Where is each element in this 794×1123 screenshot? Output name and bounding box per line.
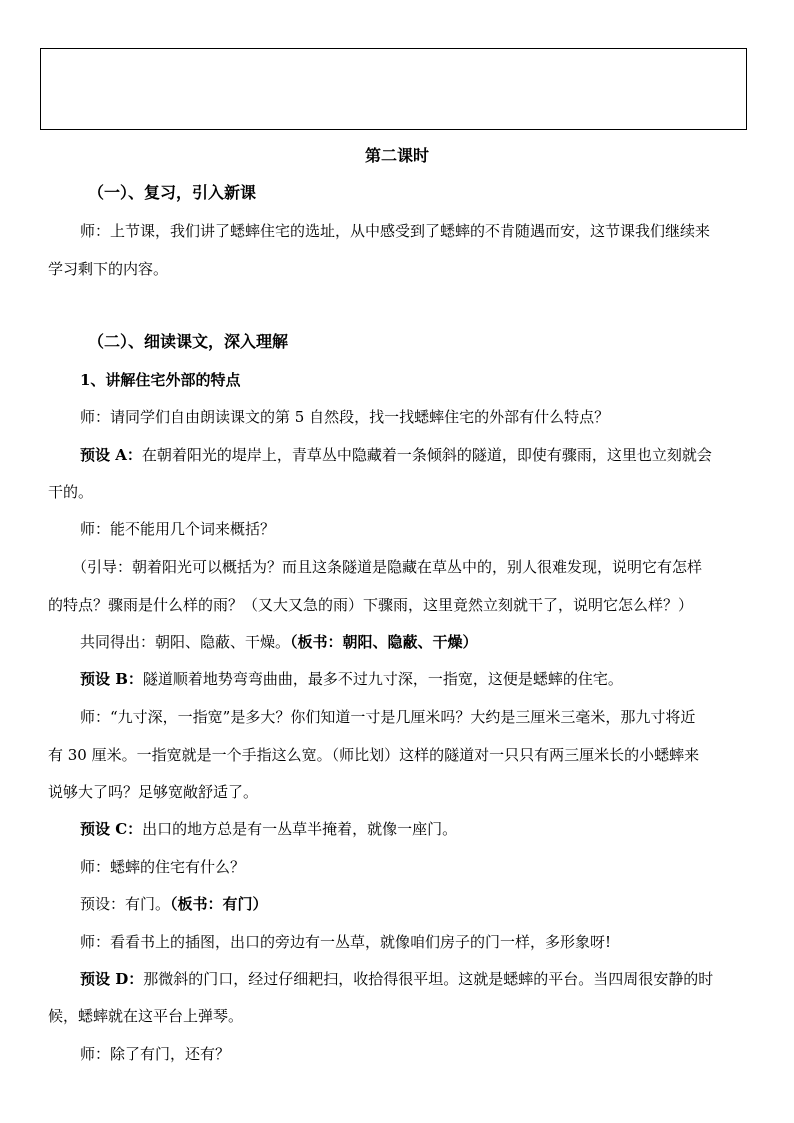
conclusion-text: 共同得出：朝阳、隐蔽、干燥。 [80, 633, 291, 651]
paragraph-line: 师：上节课，我们讲了蟋蟀住宅的选址，从中感受到了蟋蟀的不肯随遇而安，这节课我们继续来 [80, 222, 711, 240]
paragraph-line: 师：“九寸深，一指宽”是多大？你们知道一寸是几厘米吗？大约是三厘米三毫米，那九寸将近 [80, 708, 696, 726]
preset-line [80, 894, 754, 914]
paragraph-line: 师：除了有门，还有？ [80, 1045, 231, 1063]
paragraph-line: 干的。 [48, 483, 94, 501]
paragraph-line: 师：能不能用几个词来概括？ [80, 520, 276, 538]
paragraph-line: 师：请同学们自由朗读课文的第 5 自然段，找一找蟋蟀住宅的外部有什么特点？ [80, 408, 610, 426]
preset-a-label: 预设 A： [80, 446, 142, 464]
paragraph-line: 师：看看书上的插图，出口的旁边有一丛草，就像咱们房子的门一样，多形象呀! [80, 933, 612, 951]
board-note: （板书：有门） [170, 895, 268, 913]
paragraph-line: 学习剩下的内容。 [48, 260, 169, 278]
preset-b-line [80, 669, 754, 689]
preset-c-label: 预设 C： [80, 820, 143, 838]
preset-b-text: 隧道顺着地势弯弯曲曲，最多不过九寸深，一指宽，这便是蟋蟀的住宅。 [142, 670, 623, 688]
section1-heading: （一）、复习，引入新课 [88, 183, 257, 202]
preset-d-text: 那微斜的门口，经过仔细耙扫，收拾得很平坦。这就是蟋蟀的平台。当四周很安静的时 [143, 970, 714, 988]
empty-header-box [40, 48, 747, 130]
paragraph-line: 师：蟋蟀的住宅有什么？ [80, 858, 246, 876]
paragraph-line: 的特点？骤雨是什么样的雨？（又大又急的雨）下骤雨，这里竟然立刻就干了，说明它怎么样？） [48, 596, 694, 614]
preset-b-label: 预设 B： [80, 670, 143, 688]
paragraph-line: 候，蟋蟀就在这平台上弹琴。 [48, 1007, 244, 1025]
conclusion-line [80, 632, 754, 652]
paragraph-line: 有 30 厘米。一指宽就是一个手指这么宽。（师比划）这样的隧道对一只只有两三厘米长的小蟋蟀来 [48, 746, 700, 764]
paragraph-line: （引导：朝着阳光可以概括为？而且这条隧道是隐藏在草丛中的，别人很难发现，说明它有怎样 [72, 558, 703, 576]
page-title: 第二课时 [364, 146, 429, 165]
preset-c-text: 出口的地方总是有一丛草半掩着，就像一座门。 [142, 820, 458, 838]
paragraph-line: 说够大了吗？足够宽敞舒适了。 [48, 783, 259, 801]
board-note: （板书：朝阳、隐蔽、干燥） [290, 633, 478, 651]
preset-a-text: 在朝着阳光的堤岸上，青草丛中隐藏着一条倾斜的隧道，即使有骤雨，这里也立刻就会 [141, 446, 712, 464]
subsection-heading: 1、讲解住宅外部的特点 [80, 371, 241, 389]
preset-d-line [80, 969, 754, 989]
section2-heading: （二）、细读课文，深入理解 [88, 332, 289, 351]
preset-a-line [80, 445, 754, 465]
preset-text: 预设：有门。 [80, 895, 171, 913]
preset-d-label: 预设 D： [80, 970, 144, 988]
preset-c-line [80, 819, 754, 839]
